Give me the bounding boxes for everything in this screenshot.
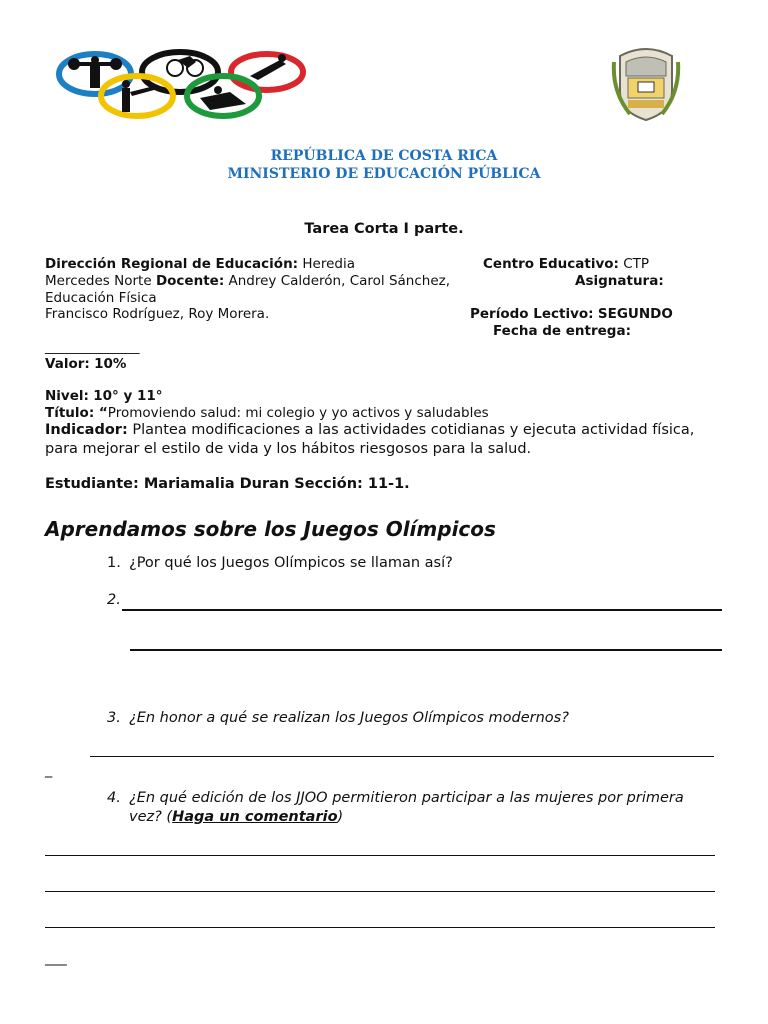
question-2 <box>107 592 129 608</box>
titulo-sep: : “ <box>88 405 108 421</box>
indicador-text: Plantea modificaciones a las actividades cotidianas y ejecuta actividad física, <box>132 422 695 438</box>
school-crest-icon <box>610 42 682 122</box>
valor-label: Valor: <box>45 356 90 372</box>
answer-line[interactable] <box>122 609 722 611</box>
section-heading: Aprendamos sobre los Juegos Olímpicos <box>45 517 496 541</box>
answer-line[interactable] <box>45 855 715 856</box>
trailing-line: ___ <box>45 950 67 966</box>
direccion-docente-line <box>45 273 450 290</box>
periodo-value: SEGUNDO <box>597 306 673 322</box>
question-4 <box>107 790 684 806</box>
country-title: REPÚBLICA DE COSTA RICA <box>270 148 498 164</box>
indicador-line <box>45 422 694 439</box>
direccion-line <box>45 256 355 273</box>
question-3 <box>107 710 569 726</box>
periodo-line <box>470 306 673 323</box>
answer-line[interactable] <box>45 927 715 928</box>
question-text-cont: vez? ( <box>129 809 173 825</box>
direccion-label: Dirección Regional de Educación: <box>45 256 299 272</box>
question-close: ) <box>337 809 344 825</box>
nivel-line <box>45 388 163 405</box>
question-1 <box>107 555 453 571</box>
indicador-label: Indicador: <box>45 422 128 438</box>
periodo-label: Período Lectivo: <box>470 306 594 322</box>
question-text: ¿Por qué los Juegos Olímpicos se llaman así? <box>129 555 453 571</box>
indicador-text-cont: para mejorar el estilo de vida y los hábitos riesgosos para la salud. <box>45 441 532 457</box>
centro-line <box>483 256 649 273</box>
question-text: ¿En qué edición de los JJOO permitieron participar a las mujeres por primera <box>129 790 684 806</box>
titulo-line <box>45 405 489 422</box>
answer-line[interactable] <box>45 891 715 892</box>
docente-value: Andrey Calderón, Carol Sánchez, <box>228 273 451 289</box>
nivel-label: Nivel: <box>45 388 89 404</box>
trailing-dash: _ <box>45 762 53 778</box>
question-4-cont <box>129 809 343 825</box>
centro-label: Centro Educativo: <box>483 256 619 272</box>
ministry-title: MINISTERIO DE EDUCACIÓN PÚBLICA <box>227 166 541 182</box>
student-line: Estudiante: Mariamalia Duran Sección: 11-1. <box>45 476 410 492</box>
nivel-value: 10° y 11° <box>93 388 163 404</box>
centro-value: CTP <box>623 256 650 272</box>
fecha-label: Fecha de entrega: <box>493 323 631 339</box>
direccion-value: Heredia <box>302 256 355 272</box>
docente-label: Docente: <box>155 273 225 289</box>
question-text: ¿En honor a qué se realizan los Juegos Olímpicos modernos? <box>129 710 569 726</box>
asignatura-label: Asignatura: <box>575 273 664 289</box>
docente-cont: Francisco Rodríguez, Roy Morera. <box>45 306 270 322</box>
fecha-blank: ______________ <box>45 339 140 355</box>
valor-line <box>45 356 126 373</box>
direccion-cont: Mercedes Norte <box>45 273 152 289</box>
answer-line[interactable] <box>90 756 714 757</box>
titulo-label: Título <box>45 405 89 421</box>
document-title: Tarea Corta I parte. <box>304 221 464 237</box>
answer-line[interactable] <box>130 649 722 651</box>
olympic-rings-logo <box>50 48 312 122</box>
question-number: 3. <box>107 710 121 726</box>
question-number: 1. <box>107 555 121 571</box>
asignatura-value: Educación Física <box>45 290 157 306</box>
titulo-value: Promoviendo salud: mi colegio y yo activos y saludables <box>107 405 489 421</box>
question-number: 2. <box>107 592 121 608</box>
valor-value: 10% <box>94 356 127 372</box>
question-number: 4. <box>107 790 121 806</box>
question-emphasis: Haga un comentario <box>172 809 338 825</box>
